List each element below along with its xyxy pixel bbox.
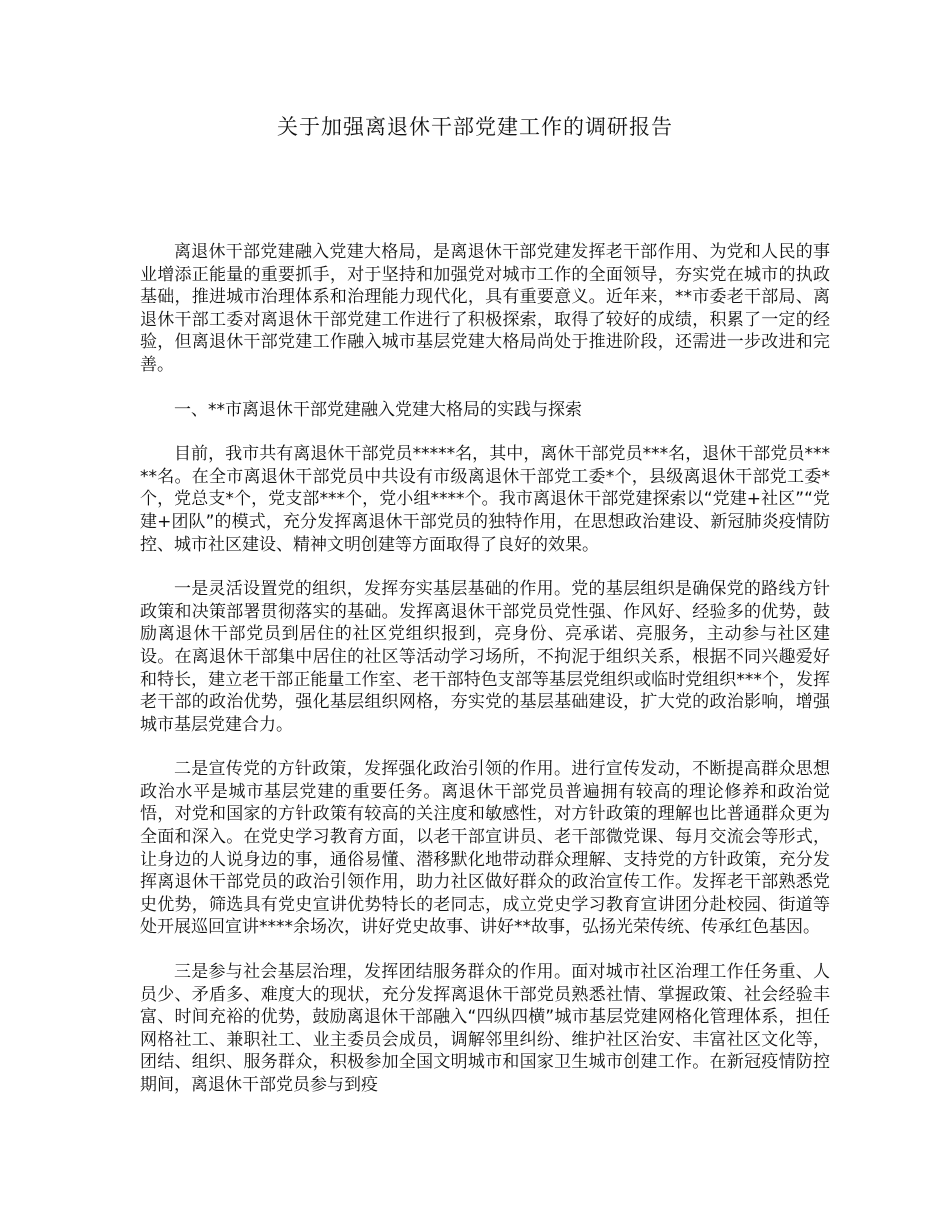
section-heading-1: 一、**市离退休干部党建融入党建大格局的实践与探索 bbox=[174, 399, 582, 420]
document-body bbox=[140, 241, 830, 1119]
document-title: 关于加强离退休干部党建工作的调研报告 bbox=[277, 115, 673, 139]
paragraph-overview: 目前，我市共有离退休干部党员*****名，其中，离休干部党员***名，退休干部党员*****名。在全市离退休干部党员中共设有市级离退休干部党工委*个，县级离退休干部党工委*个，党总支*个，党支部***个，党小组****个。我市离退休干部党建探索以“党建+社区”“党建+团队”的模式，充分发挥离退休干部党员的独特作用，在思想政治建设、新冠肺炎疫情防控、城市社区建设、精神文明创建等方面取得了良好的效果。 bbox=[140, 444, 830, 555]
paragraph-intro: 离退休干部党建融入党建大格局，是离退休干部党建发挥老干部作用、为党和人民的事业增添正能量的重要抓手，对于坚持和加强党对城市工作的全面领导，夯实党在城市的执政基础，推进城市治理体系和治理能力现代化，具有重要意义。近年来，**市委老干部局、离退休干部工委对离退休干部党建工作进行了积极探索，取得了较好的成绩，积累了一定的经验，但离退休干部党建工作融入城市基层党建大格局尚处于推进阶段，还需进一步改进和完善。 bbox=[140, 242, 830, 375]
paragraph-point-3: 三是参与社会基层治理，发挥团结服务群众的作用。面对城市社区治理工作任务重、人员少、矛盾多、难度大的现状，充分发挥离退休干部党员熟悉社情、掌握政策、社会经验丰富、时间充裕的优势，鼓励离退休干部融入“四纵四横”城市基层党建网格化管理体系，担任网格社工、兼职社工、业主委员会成员，调解邻里纠纷、维护社区治安、丰富社区文化等，团结、组织、服务群众，积极参加全国文明城市和国家卫生城市创建工作。在新冠疫情防控期间，离退休干部党员参与到疫 bbox=[140, 962, 830, 1095]
paragraph-point-1: 一是灵活设置党的组织，发挥夯实基层基础的作用。党的基层组织是确保党的路线方针政策和决策部署贯彻落实的基础。发挥离退休干部党员党性强、作风好、经验多的优势，鼓励离退休干部党员到居住的社区党组织报到，亮身份、亮承诺、亮服务，主动参与社区建设。在离退休干部集中居住的社区等活动学习场所，不拘泥于组织关系，根据不同兴趣爱好和特长，建立老干部正能量工作室、老干部特色支部等基层党组织或临时党组织***个，发挥老干部的政治优势，强化基层组织网格，夯实党的基层基础建设，扩大党的政治影响，增强城市基层党建合力。 bbox=[140, 579, 830, 735]
paragraph-point-2: 二是宣传党的方针政策，发挥强化政治引领的作用。进行宣传发动，不断提高群众思想政治水平是城市基层党建的重要任务。离退休干部党员普遍拥有较高的理论修养和政治觉悟，对党和国家的方针政策有较高的关注度和敏感性，对方针政策的理解也比普通群众更为全面和深入。在党史学习教育方面，以老干部宣讲员、老干部微党课、每月交流会等形式，让身边的人说身边的事，通俗易懂、潜移默化地带动群众理解、支持党的方针政策，充分发挥离退休干部党员的政治引领作用，助力社区做好群众的政治宣传工作。发挥老干部熟悉党史优势，筛选具有党史宣讲优势特长的老同志，成立党史学习教育宣讲团分赴校园、街道等处开展巡回宣讲****余场次，讲好党史故事、讲好**故事，弘扬光荣传统、传承红色基因。 bbox=[140, 759, 830, 938]
